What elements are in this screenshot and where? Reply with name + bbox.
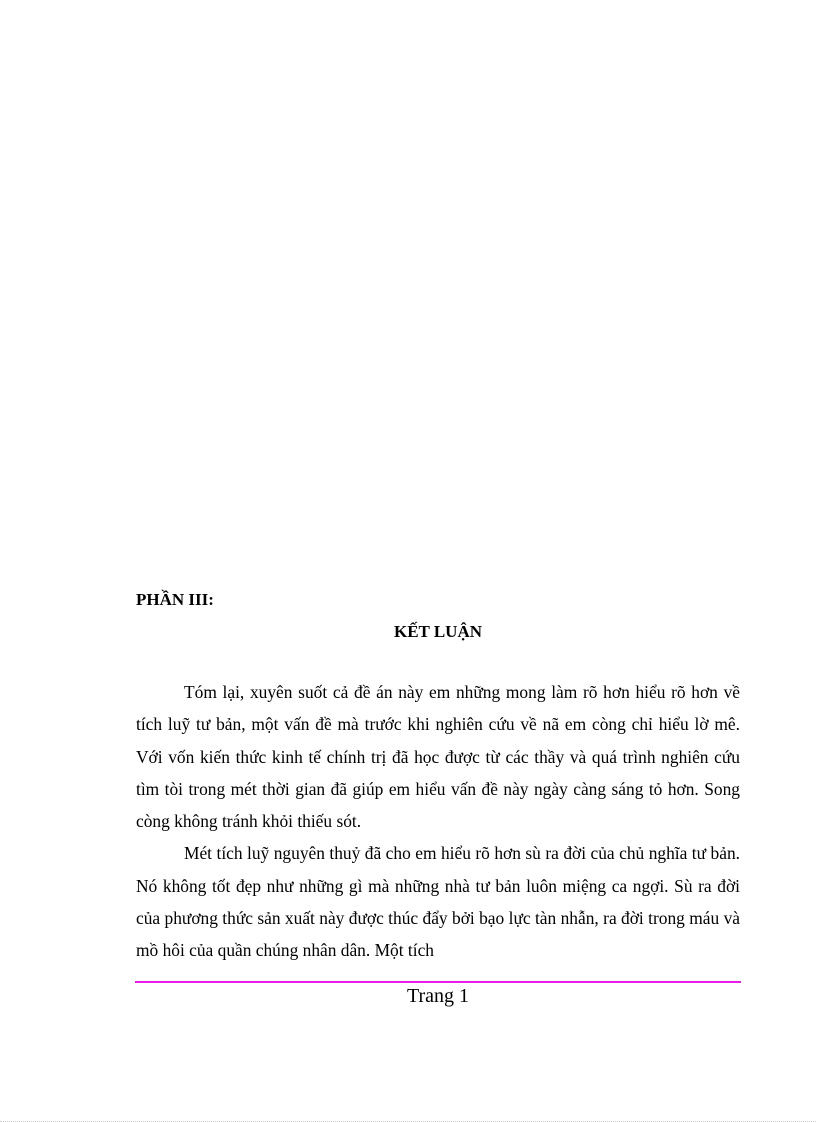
section-heading: PHẦN III: <box>136 590 214 609</box>
paragraph-2: Mét tích luỹ nguyên thuỷ đã cho em hiểu rõ hơn sù ra đời của chủ nghĩa tư bản. Nó không tốt đẹp như những gì mà những nhà tư bản luôn miệng ca ngợi. Sù ra đời của phương thức sản xuất này được thúc đẩy bởi bạo lực tàn nhẫn, ra đời trong máu và mồ hôi của quần chúng nhân dân. Một tích <box>136 843 740 961</box>
page-number-label: Trang 1 <box>406 985 470 1007</box>
body-text <box>136 676 740 967</box>
footer-divider <box>135 981 741 983</box>
page-bottom-edge <box>0 1121 816 1122</box>
paragraph-1: Tóm lại, xuyên suốt cả đề án này em những mong làm rõ hơn hiểu rõ hơn về tích luỹ tư bản, một vấn đề mà trước khi nghiên cứu về nã em còng chỉ hiểu lờ mê. Với vốn kiến thức kinh tế chính trị đã học được từ các thầy và quá trình nghiên cứu tìm tòi trong mét thời gian đã giúp em hiểu vấn đề này ngày càng sáng tỏ hơn. Song còng không tránh khỏi thiếu sót. <box>136 682 740 832</box>
section-title: KẾT LUẬN <box>393 622 482 641</box>
